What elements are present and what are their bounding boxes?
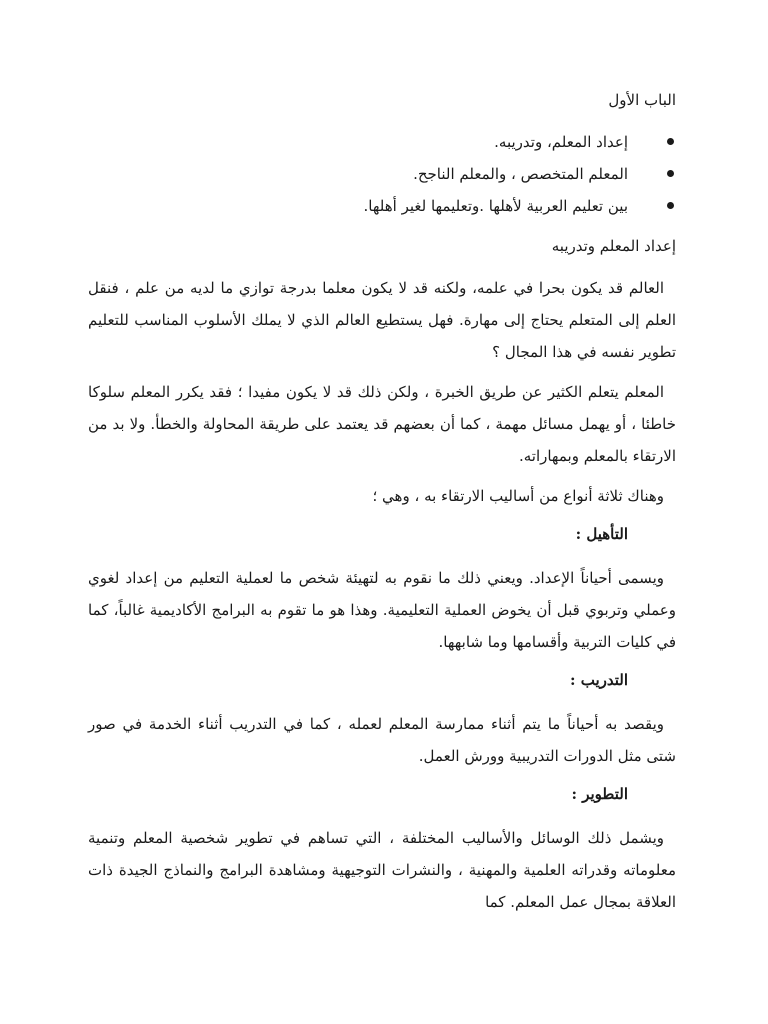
paragraph-qualification: ويسمى أحياناً الإعداد. ويعني ذلك ما نقوم به لتهيئة شخص ما لعملية التعليم من إعداد لغوي وعملي وتربوي قبل أن يخوض العملية التعليمية. وهذا هو ما تقوم به البرامج الأكاديمية غالباً، كما في كليات التربية وأقسامها وما شابهها.: [88, 569, 676, 651]
bullet-text: إعداد المعلم، وتدريبه.: [494, 133, 628, 151]
bullet-item: [88, 158, 628, 190]
paragraph-scholar: العالم قد يكون بحرا في علمه، ولكنه قد لا يكون معلما بدرجة توازي ما لديه من علم ، فنقل العلم إلى المتعلم يحتاج إلى مهارة. فهل يستطيع العالم الذي لا يملك الأسلوب المناسب للتعليم تطوير نفسه في هذا المجال ؟: [88, 279, 676, 361]
page-content: [88, 88, 676, 926]
subheading-development: التطوير :: [571, 785, 628, 803]
bullet-text: المعلم المتخصص ، والمعلم الناجح.: [413, 165, 628, 183]
subheading-training: التدريب :: [569, 671, 628, 689]
paragraph-types-intro: وهناك ثلاثة أنواع من أساليب الارتقاء به ، وهي ؛: [372, 487, 664, 505]
section-heading: إعداد المعلم وتدريبه: [551, 237, 676, 255]
bullet-item: [88, 126, 628, 158]
paragraph-development: ويشمل ذلك الوسائل والأساليب المختلفة ، التي تساهم في تطوير شخصية المعلم وتنمية معلوماته وقدراته العلمية والمهنية ، والنشرات التوجيهية ومشاهدة البرامج والنماذج الجيدة ذات العلاقة بمجال عمل المعلم. كما: [88, 829, 676, 911]
bullet-dot-icon: [667, 202, 674, 209]
bullet-item: [88, 190, 628, 222]
bullet-list: [88, 126, 676, 222]
bullet-dot-icon: [667, 170, 674, 177]
bullet-text: بين تعليم العربية لأهلها .وتعليمها لغير أهلها.: [363, 197, 628, 215]
paragraph-experience: المعلم يتعلم الكثير عن طريق الخبرة ، ولكن ذلك قد لا يكون مفيدا ؛ فقد يكرر المعلم سلوكا خاطئا ، أو يهمل مسائل مهمة ، كما أن بعضهم قد يعتمد على طريقة المحاولة والخطأ. ولا بد من الارتقاء بالمعلم وبمهاراته.: [88, 383, 676, 465]
paragraph-training: ويقصد به أحياناً ما يتم أثناء ممارسة المعلم لعمله ، كما في التدريب أثناء الخدمة في صور شتى مثل الدورات التدريبية وورش العمل.: [88, 715, 676, 765]
chapter-title: الباب الأول: [608, 91, 676, 109]
bullet-dot-icon: [667, 138, 674, 145]
subheading-qualification: التأهيل :: [575, 525, 628, 543]
